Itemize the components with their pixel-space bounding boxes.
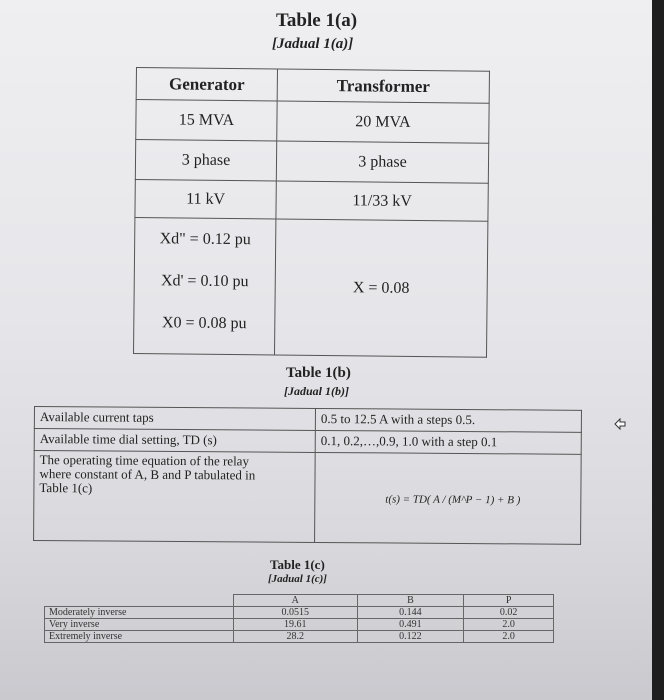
table-a-header-generator: Generator bbox=[136, 68, 277, 101]
gen-xd-subtransient: Xd" = 0.12 pu bbox=[159, 230, 251, 249]
tc-header-a: A bbox=[234, 595, 358, 607]
tr-reactance: X = 0.08 bbox=[274, 219, 487, 357]
table-c bbox=[44, 594, 554, 643]
tb-taps-value: 0.5 to 12.5 A with a steps 0.5. bbox=[315, 408, 581, 432]
tc-p-value: 0.02 bbox=[464, 607, 554, 619]
tb-dial-value: 0.1, 0.2,…,0.9, 1.0 with a step 0.1 bbox=[315, 430, 581, 454]
relay-formula: t(s) = TD( A / (M^P − 1) + B ) bbox=[385, 492, 521, 506]
tc-header-p: P bbox=[464, 595, 554, 607]
table-b bbox=[33, 406, 582, 545]
tc-p-value: 2.0 bbox=[464, 631, 554, 643]
table-c-subtitle: [Jadual 1(c)] bbox=[268, 573, 327, 585]
table-a-title: Table 1(a) bbox=[276, 10, 358, 31]
tc-a-value: 0.0515 bbox=[234, 607, 358, 619]
cursor-icon bbox=[613, 417, 627, 431]
tc-a-value: 28.2 bbox=[234, 631, 358, 643]
tc-b-value: 0.144 bbox=[357, 607, 464, 619]
table-b-title: Table 1(b) bbox=[286, 365, 351, 381]
table-row bbox=[45, 607, 554, 619]
tc-curve-name: Moderately inverse bbox=[45, 607, 234, 619]
tb-formula-cell bbox=[315, 452, 582, 544]
tc-curve-name: Extremely inverse bbox=[45, 631, 234, 643]
gen-rating: 15 MVA bbox=[136, 100, 277, 141]
photo-edge bbox=[652, 0, 664, 700]
tb-eq-line3: Table 1(c) bbox=[39, 480, 93, 496]
tb-taps-label: Available current taps bbox=[34, 407, 315, 431]
tb-dial-label: Available time dial setting, TD (s) bbox=[34, 429, 315, 453]
tc-header-blank bbox=[45, 595, 234, 607]
table-row bbox=[45, 619, 554, 631]
tb-eq-line1: The operating time equation of the relay bbox=[39, 452, 250, 469]
tc-header-b: B bbox=[357, 595, 464, 607]
table-a-header-transformer: Transformer bbox=[277, 69, 489, 103]
gen-x0: X0 = 0.08 pu bbox=[161, 314, 247, 333]
tc-p-value: 2.0 bbox=[464, 619, 554, 631]
table-b-subtitle: [Jadual 1(b)] bbox=[284, 384, 349, 398]
tc-a-value: 19.61 bbox=[234, 619, 358, 631]
tc-b-value: 0.122 bbox=[357, 631, 464, 643]
gen-reactances bbox=[133, 217, 275, 354]
tc-curve-name: Very inverse bbox=[45, 619, 234, 631]
table-a-subtitle: [Jadual 1(a)] bbox=[272, 36, 354, 52]
table-c-title: Table 1(c) bbox=[270, 557, 325, 572]
table-row bbox=[45, 631, 554, 643]
tr-rating: 20 MVA bbox=[277, 101, 489, 143]
tr-voltage: 11/33 kV bbox=[276, 181, 488, 221]
tr-phase: 3 phase bbox=[276, 141, 488, 183]
gen-voltage: 11 kV bbox=[135, 179, 276, 218]
gen-phase: 3 phase bbox=[135, 140, 276, 181]
table-a bbox=[133, 67, 490, 358]
tb-equation-label bbox=[34, 451, 316, 543]
tc-b-value: 0.491 bbox=[357, 619, 464, 631]
tb-eq-line2: where constant of A, B and P tabulated in bbox=[39, 466, 256, 483]
gen-xd-transient: Xd' = 0.10 pu bbox=[160, 272, 249, 291]
